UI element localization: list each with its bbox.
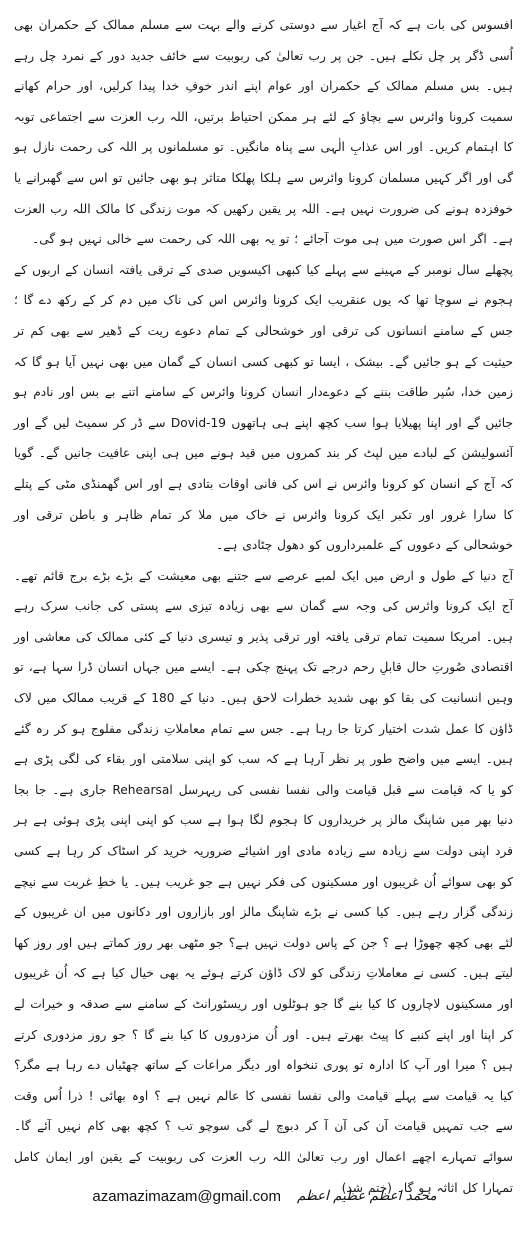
signature-line [0, 1176, 529, 1216]
paragraph-3: آج دنیا کے طول و ارض میں ایک لمبے عرصے سے جتنے بھی معیشت کے بڑے بڑے برج قائم تھے۔ آج ایک کرونا وائرس کی وجہ سے گمان سے بھی زیادہ تیزی سے پستی کی جانب سرک رہے ہیں۔ امریکا سمیت تمام ترقی یافتہ اور ترقی پذیر و تیسری دنیا کے کئی ممالک کی معاشی اور اقتصادی صُورتِ حال قابلِ رحم درجے تک پہنچ چکی ہے۔ ایسے میں جہاں انسان ڈرا سہا ہے، تو وہیں انسانیت کی بقا کو بھی شدید خطرات لاحق ہیں۔ دنیا کے 180 کے قریب ممالک میں لاک ڈاؤن کا عمل شدت اختیار کرتا جا رہا ہے۔ جس سے تمام معاملاتِ زندگی مفلوج ہو کر رہ گئے ہیں۔ ایسے میں واضح طور پر نظر آرہا ہے کہ سب کو اپنی سلامتی اور بقاء کی لگی پڑی ہے کو یا کہ قیامت سے قبل قیامت والی نفسا نفسی کی ریہرسل Rehearsal جاری ہے۔ جا بجا دنیا بھر میں شاپنگ مالز پر خریداروں کا ہجوم لگا ہوا ہے سب کو اپنی اپنی پڑی ہوئی ہے ہر فرد اپنی دولت سے زیادہ سے زیادہ مادی اور اشیائے ضروریہ خرید کر اسٹاک کر رہا ہے کسی کو بھی سوائے اُن غریبوں اور مسکینوں کی فکر نہیں ہے جو غریب ہیں۔ یا خطِ غربت سے نیچے زندگی گزار رہے ہیں۔ کیا کسی نے بڑے شاپنگ مالز اور بازاروں اور دکانوں میں ان غریبوں کے لئے بھی کچھ چھوڑا ہے ؟ جن کے پاس دولت نہیں ہے؟ جو مٹھی بھر روز کماتے ہیں اور روز کھا لیتے ہیں۔ کسی نے معاملاتِ زندگی کو لاک ڈاؤن کرتے ہوئے یہ بھی خیال کیا ہے کہ اُن غریبوں اور مسکینوں لاچاروں کا کیا بنے گا جو ہوٹلوں اور ریسٹورانٹ کے سامنے سے صدقہ و خیرات لے کر اپنا اور اپنے کنبے کا پیٹ بھرتے ہیں۔ اور اُن مزدوروں کا کیا بنے گا ؟ جو روز مزدوری کرتے ہیں ؟ میرا اور آپ کا ادارہ تو پوری تنخواہ اور دیگر مراعات کے ساتھ چھٹیاں دے رہا ہے مگر؟ کیا یہ قیامت سے پہلے قیامت والی نفسا نفسی کا عالم نہیں ہے ؟ اوہ بھائی ! ذرا اُس وقت سے جب تمہیں قیامت آن کی آن آ کر دبوچ لے گی سوچو تب ؟ کچھ بھی کام نہیں آئے گا۔ سوائے تمہارے اچھے اعمال اور رب تعالیٰ اللہ رب العزت کی ربوبیت کے یقین اور ایمان کامل تمہارا کل اثاثہ ہو گا۔ (ختم شد) [14, 568, 513, 1195]
paragraph-1: افسوس کی بات ہے کہ آج اغیار سے دوستی کرنے والے بہت سے مسلم ممالک کے حکمران بھی اُسی ڈگر پر چل نکلے ہیں۔ جن پر رب تعالیٰ کی ربوبیت سے خائف جدید دور کے نمرد چل رہے ہیں۔ بس مسلم ممالک کے حکمران اور عوام اپنے اندر خوفِ خدا پیدا کرلیں، اور حرام کھانے سمیت کرونا وائرس سے بچاؤ کے لئے ہر ممکن احتیاط برتیں، اللہ رب العزت سے اجتماعی توبہ کا اہتمام کریں۔ اور اس عذابِ الٰہی سے پناہ مانگیں۔ تو مسلمانوں پر اللہ کی رحمت نازل ہو گی اور اگر کہیں مسلمان کرونا وائرس سے ہلکا پھلکا متاثر ہو بھی جائیں تو اس سے گھبرانے یا خوفزدہ ہونے کی ضرورت نہیں ہے۔ اللہ پر یقین رکھیں کہ موت زندگی کا مالک اللہ رب العزت ہے۔ اگر اس صورت میں ہی موت آجائے ؛ تو یہ بھی اللہ کی رحمت سے خالی نہیں ہو گی۔ [14, 18, 513, 247]
author-email: azamazimazam@gmail.com [92, 1187, 281, 1205]
paragraph-2: پچھلے سال نومبر کے مہینے سے پہلے کیا کبھی اکیسویں صدی کے ترقی یافتہ انسان کے اربوں کے ہجوم نے سوچا تھا کہ یوں عنقریب ایک کرونا وائرس اس کی ناک میں دم کر کے رکھ دے گا ؛ جس کے سامنے انسانوں کی ترقی اور خوشحالی کے تمام دعوے ریت کے ڈھیر سے بھی کم تر حیثیت کے ہو جائیں گے۔ بیشک ، ایسا تو کبھی کسی انسان کے گمان میں بھی نہیں آیا ہو گا کہ زمین خدا، سُپر طاقت بننے کے دعوےدار انسان کرونا وائرس کے سامنے اتنے بے بس اور نادم ہو جائیں گے اور اپنا پھیلایا ہوا سب کچھ اپنے ہی ہاتھوں Dovid-19 سے ڈر کر سمیٹ لیں گے اور آئسولیشن کے لبادے میں لپٹ کر بند کمروں میں قید ہونے میں ہی اپنی عافیت جانیں گے۔ گویا کہ آج کے انسان کو کرونا وائرس نے اس کی فانی اوقات بتادی ہے اور اس گھمنڈی مٹی کے پتلے کا سارا غرور اور تکبر ایک کرونا وائرس نے خاک میں ملا کر تمام ظاہر و باطن ترقی اور خوشحالی کے دعووں کے علمبرداروں کو دھول چٹادی ہے۔ [14, 262, 513, 553]
article-body [14, 10, 513, 1203]
author-name: محمد اعظم عظیم اعظم [296, 1188, 437, 1204]
